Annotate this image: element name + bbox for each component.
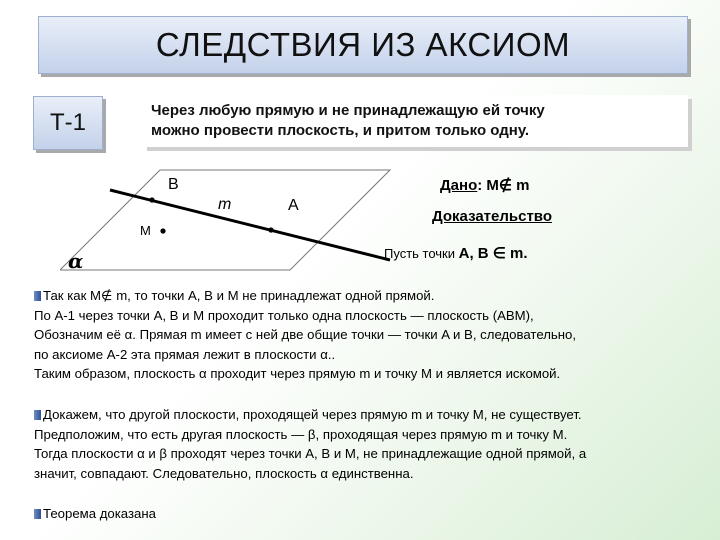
proof-heading: Доказательство: [432, 208, 552, 225]
p1-line-5: Таким образом, плоскость α проходит через прямую m и точку M и является искомой.: [34, 366, 561, 381]
plane-figure: [60, 160, 400, 280]
p2-line-2: Предположим, что есть другая плоскость — β, проходящая через прямую m и точку M.: [34, 426, 568, 442]
proof-paragraph-1: [34, 286, 714, 384]
label-m-line: m: [218, 196, 232, 213]
bullet-icon: [34, 509, 41, 519]
p1-line-1: Так как M∉ m, то точки A, B и M не принадлежат одной прямой.: [43, 288, 435, 303]
bullet-icon: [34, 291, 41, 301]
let-prefix: Пусть точки: [384, 246, 459, 261]
proof-paragraph-2: [34, 405, 714, 483]
label-b: B: [168, 176, 179, 193]
theorem-statement: [151, 101, 545, 141]
p1-line-3: Обозначим её α. Прямая m имеет с ней две общие точки — точки A и B, следовательно,: [34, 327, 577, 342]
point-b: [149, 197, 154, 202]
p1-line-4: по аксиоме А-2 эта прямая лежит в плоскости α..: [34, 346, 336, 362]
p1-line-2: По А-1 через точки A, B и M проходит только одна плоскость — плоскость (ABM),: [34, 307, 534, 323]
point-m: [160, 228, 165, 233]
given-label: Дано: [440, 177, 478, 194]
conclusion: [34, 504, 714, 524]
theorem-badge-label: Т-1: [50, 109, 86, 136]
theorem-statement-box: [143, 95, 688, 147]
theorem-badge: [33, 96, 103, 150]
p2-line-3: Тогда плоскости α и β проходят через точки A, B и M, не принадлежащие одной прямой, а: [34, 446, 587, 461]
let-statement: [384, 244, 528, 262]
label-alpha: α: [68, 249, 84, 273]
label-m-point: M: [140, 223, 151, 238]
given-statement: [440, 176, 530, 194]
point-a: [268, 227, 273, 232]
theorem-line-2: можно провести плоскость, и притом только одну.: [151, 122, 530, 139]
p2-line-4: значит, совпадают. Следовательно, плоскость α единственна.: [34, 465, 414, 481]
theorem-line-1: Через любую прямую и не принадлежащую ей точку: [151, 102, 545, 119]
p2-line-1: Докажем, что другой плоскости, проходящей через прямую m и точку M, не существует.: [43, 407, 582, 422]
slide-title: СЛЕДСТВИЯ ИЗ АКСИОМ: [155, 26, 571, 63]
conclusion-text: Теорема доказана: [43, 506, 156, 521]
given-text: : M∉ m: [477, 177, 530, 194]
label-a: A: [288, 197, 299, 214]
let-formula: A, B ∈ m.: [458, 245, 528, 262]
bullet-icon: [34, 410, 41, 420]
title-banner: [38, 16, 688, 74]
